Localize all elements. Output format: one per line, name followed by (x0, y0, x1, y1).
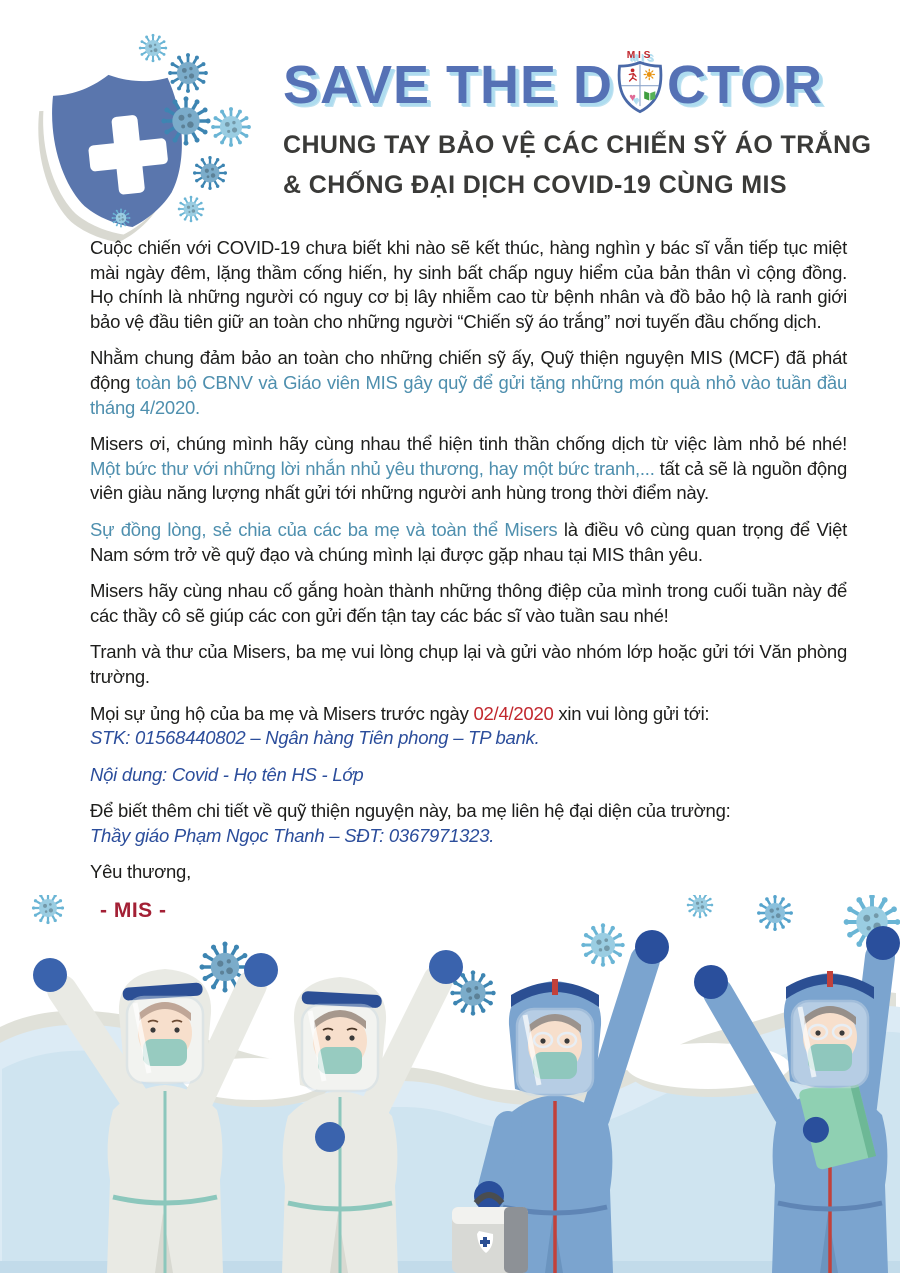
paragraph-7 (90, 702, 847, 727)
paragraph-5: Misers hãy cùng nhau cố gắng hoàn thành những thông điệp của mình trong cuối tuần này để các thầy cô sẽ giúp các con gửi đến tận tay các bác sĩ vào tuần sau nhé! (90, 580, 847, 626)
highlight-blue: toàn bộ CBNV và Giáo viên MIS gây quỹ để gửi tặng những món quà nhỏ vào tuần đầu tháng 4/2020. (90, 371, 847, 418)
title-text-right: CTOR (667, 55, 824, 115)
crest-sun-icon (644, 69, 654, 79)
virus-icon (178, 196, 204, 222)
face-mask (143, 1039, 187, 1066)
paragraph-6: Tranh và thư của Misers, ba mẹ vui lòng chụp lại và gửi vào nhóm lớp hoặc gửi tới Văn phòng trường. (90, 641, 847, 687)
mis-crest-label: MIS (626, 49, 654, 61)
face-mask (808, 1044, 852, 1071)
glove-fist (635, 930, 669, 964)
glove-fist (244, 953, 278, 987)
doctor-head (509, 979, 601, 1096)
paragraph-8: Để biết thêm chi tiết về quỹ thiện nguyện này, ba mẹ liên hệ đại diện của trường: (90, 800, 731, 822)
face-mask (533, 1052, 577, 1079)
highlight-blue: Một bức thư với những lời nhắn nhủ yêu thương, hay một bức tranh,... (90, 457, 660, 479)
glove-fist (315, 1122, 345, 1152)
virus-icon (581, 923, 624, 966)
header (283, 48, 873, 204)
subtitle-line-2: & CHỐNG ĐẠI DỊCH COVID-19 CÙNG MIS (283, 171, 787, 199)
crest-heart-icon: ♥ (629, 91, 637, 104)
glove-fist (429, 950, 463, 984)
doctors-illustration (0, 895, 900, 1273)
doctor-head (784, 971, 876, 1088)
signature: - MIS - (100, 899, 167, 923)
shield-cross-logo (28, 26, 278, 244)
text-segment: xin vui lòng gửi tới: (553, 702, 710, 724)
mis-crest-logo (614, 48, 666, 114)
virus-icon (211, 107, 251, 147)
face-mask (318, 1047, 362, 1074)
letter-body (90, 236, 847, 924)
paragraph-3 (90, 432, 847, 506)
deadline-date: 02/4/2020 (473, 702, 554, 724)
highlight-blue: Sự đồng lòng, sẻ chia của các ba mẹ và toàn thể Misers (90, 518, 564, 540)
paragraph-4 (90, 518, 847, 567)
text-segment: là điều vô cùng quan trọng để Việt Nam sớm trở về quỹ đạo và chúng mình lại được gặp nhau tại MIS thân yêu. (90, 518, 847, 565)
glove-fist (694, 965, 728, 999)
paragraph-2 (90, 346, 847, 420)
text-segment: Misers ơi, chúng mình hãy cùng nhau thể hiện tinh thần chống dịch từ việc làm nhỏ bé nhé! (90, 433, 847, 455)
text-segment: Nhằm chung đảm bảo an toàn cho những chiến sỹ ấy, Quỹ thiện nguyện MIS (MCF) đã phát động (90, 347, 847, 393)
transfer-note-line: Nội dung: Covid - Họ tên HS - Lớp (90, 763, 364, 785)
doctor-head (294, 977, 386, 1092)
glove-fist (866, 926, 900, 960)
title-text-left: SAVE THE D (283, 55, 614, 115)
virus-icon (193, 156, 227, 190)
doctor-head (119, 969, 211, 1084)
virus-icon (168, 53, 208, 93)
contact-line: Thầy giáo Phạm Ngọc Thanh – SĐT: 0367971323. (90, 824, 495, 846)
text-segment: Mọi sự ủng hộ của ba mẹ và Misers trước ngày (90, 702, 474, 724)
subtitle-line-1: CHUNG TAY BẢO VỆ CÁC CHIẾN SỸ ÁO TRẮNG (283, 131, 872, 159)
page-title (283, 48, 873, 116)
closing-line: Yêu thương, (90, 861, 191, 883)
virus-icon (139, 34, 167, 62)
paragraph-1: Cuộc chiến với COVID-19 chưa biết khi nào sẽ kết thúc, hàng nghìn y bác sĩ vẫn tiếp tục miệt mài ngày đêm, lặng thầm cống hiến, hy sinh bất chấp nguy hiểm của bản thân vì cộng đồng. Họ chính là những người có nguy cơ bị lây nhiễm cao từ bệnh nhân và đồ bảo hộ là ranh giới bảo vệ đầu tiên giữ an toàn cho những người “Chiến sỹ áo trắng” nơi tuyến đầu chống dịch. (90, 237, 847, 332)
glove-fist (33, 958, 67, 992)
virus-icon (32, 895, 64, 924)
text-segment: tất cả sẽ là nguồn động viên giàu năng lượng nhất gửi tới những người anh hùng trong thời điểm này. (90, 457, 847, 504)
bank-account-line: STK: 01568440802 – Ngân hàng Tiên phong – TP bank. (90, 727, 540, 749)
